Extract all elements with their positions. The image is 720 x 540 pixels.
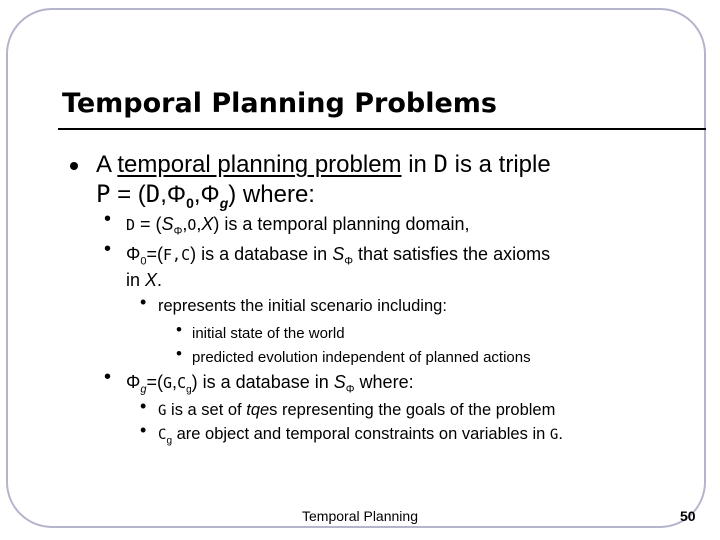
symbol-O: O (187, 216, 197, 234)
sub-bullet-initial-db (126, 244, 550, 268)
text: ) is a database in (190, 244, 333, 264)
bullet-l3-icon: • (140, 292, 147, 312)
bullet-l2-icon: • (104, 208, 112, 230)
text: is a set of (166, 401, 247, 419)
symbol-X: X (201, 214, 214, 234)
symbol-G: G (163, 374, 173, 392)
term-temporal-planning-problem: temporal planning problem (117, 151, 402, 178)
text: in (401, 151, 434, 178)
text: A (96, 151, 118, 178)
subscript: g (219, 194, 229, 211)
symbol-FC: F,C (163, 246, 191, 264)
text: = ( (135, 214, 162, 234)
bullet-l2-icon: • (104, 366, 112, 388)
subscript: g (166, 435, 172, 447)
text: is a triple (448, 151, 551, 178)
text: . (558, 425, 563, 443)
text: ) is a database in (191, 372, 334, 392)
text: ) is a temporal planning domain, (213, 214, 470, 234)
slide-title: Temporal Planning Problems (62, 88, 498, 119)
title-divider (58, 128, 706, 130)
subscript: Φ (173, 225, 183, 238)
level4-predicted-evolution: predicted evolution independent of planned actions (192, 349, 531, 366)
sub-bullet-goal-db (126, 372, 414, 396)
bullet-l1-line1 (96, 150, 551, 179)
symbol-C: C (158, 427, 167, 443)
symbol-D: D (433, 150, 448, 178)
level3-initial-scenario: represents the initial scenario including: (158, 297, 447, 315)
sub-bullet-initial-db-cont (126, 270, 162, 291)
symbol-D: D (126, 216, 136, 234)
text: , (196, 214, 202, 234)
bullet-l1-line2 (96, 180, 315, 211)
subscript: 0 (140, 255, 147, 268)
subscript: 0 (186, 194, 194, 211)
bullet-l1-icon (70, 162, 78, 170)
text: =( (146, 244, 164, 264)
symbol-P: P (96, 180, 111, 208)
symbol-G: G (158, 403, 167, 419)
text: ,Φ (160, 181, 187, 208)
symbol-G: G (549, 427, 559, 443)
page-number: 50 (680, 508, 696, 524)
symbol-C: C (177, 374, 187, 392)
symbol-phi: Φ (126, 372, 141, 392)
symbol-phi: Φ (126, 244, 141, 264)
text: ,Φ (193, 181, 220, 208)
symbol-X: X (145, 270, 158, 290)
symbol-S: S (161, 214, 174, 234)
level4-initial-state: initial state of the world (192, 325, 345, 342)
text: ) where: (228, 181, 315, 208)
text: , (182, 214, 188, 234)
bullet-l3-icon: • (140, 396, 147, 416)
text: that satisfies the axioms (353, 244, 551, 264)
sub-bullet-domain (126, 214, 470, 238)
text: =( (146, 372, 164, 392)
symbol-D: D (145, 180, 161, 208)
level3-goals (158, 401, 555, 420)
bullet-l4-icon: • (176, 320, 182, 339)
symbol-S: S (332, 244, 345, 264)
subscript: g (140, 383, 147, 396)
subscript: g (186, 384, 192, 396)
text: in (126, 270, 146, 290)
footer-title: Temporal Planning (302, 508, 418, 524)
text: = ( (110, 181, 146, 208)
text: where: (354, 372, 414, 392)
subscript: Φ (345, 383, 355, 396)
level3-constraints (158, 425, 563, 446)
term-tqe: tqe (246, 401, 270, 419)
subscript: Φ (344, 255, 353, 268)
bullet-l3-icon: • (140, 420, 147, 440)
bullet-l2-icon: • (104, 238, 112, 260)
bullet-l4-icon: • (176, 344, 182, 363)
text: . (157, 270, 163, 290)
text: s representing the goals of the problem (269, 401, 556, 419)
text: , (172, 372, 178, 392)
slide-frame (6, 8, 706, 528)
text: are object and temporal constraints on variables in (172, 425, 550, 443)
symbol-S: S (333, 372, 346, 392)
